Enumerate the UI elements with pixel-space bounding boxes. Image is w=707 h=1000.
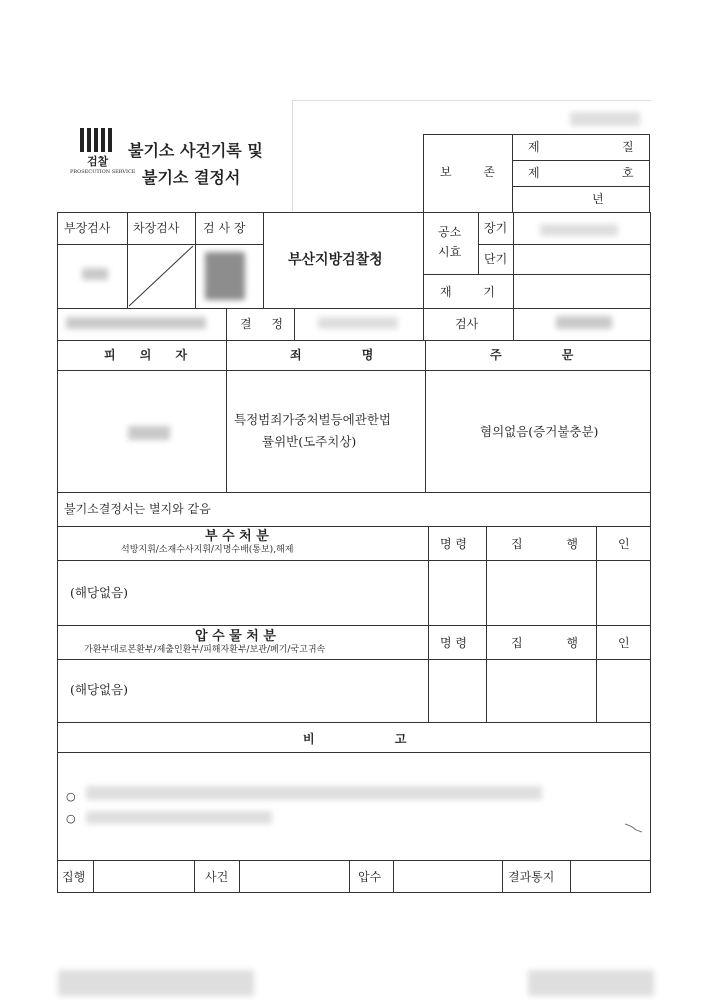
incidental-order-label: 명 령	[440, 537, 467, 551]
prosecution-logo	[70, 128, 136, 178]
footer-seizure-label: 압수	[358, 870, 382, 884]
deputy-prosecutor-label: 차장검사	[133, 221, 180, 235]
chief-head-label: 검 사 장	[203, 221, 246, 235]
logo-bars-icon	[80, 128, 112, 152]
redacted-long-date	[540, 224, 618, 236]
seized-execute-label: 집 행	[511, 636, 578, 650]
suspect-header: 피 의 자	[104, 348, 188, 362]
remarks-title: 비 고	[303, 732, 407, 746]
decision-note: 불기소결정서는 별지와 같음	[64, 502, 211, 516]
title-line2: 불기소 결정서	[142, 168, 241, 187]
seized-subtitle: 가환부대로본환부/제출인환부/피해자환부/보관/폐기/국고귀속	[84, 645, 326, 655]
logo-subtext: PROSECUTION SERVICE	[70, 169, 136, 175]
preservation-vol-prefix: 제	[528, 140, 540, 154]
prosecutor-label: 검사	[455, 317, 479, 331]
statute-label-1: 공소	[438, 225, 462, 239]
decision-label: 결 정	[240, 317, 283, 331]
seized-person-label: 인	[618, 636, 630, 650]
preservation-no-prefix: 제	[528, 166, 540, 180]
incidental-value: (해당없음)	[70, 585, 129, 600]
redacted-bottom-left	[58, 970, 254, 996]
statute-label-2: 시효	[438, 245, 462, 259]
pen-mark	[624, 822, 644, 834]
incidental-subtitle: 석방지휘/소재수사지휘/지명수배(통보),해제	[121, 545, 294, 555]
restart-label: 재 기	[440, 285, 495, 299]
disposition-value: 혐의없음(증거불충분)	[480, 424, 599, 439]
preservation-label: 보 존	[440, 165, 495, 179]
redacted-bottom-right	[528, 970, 654, 996]
seized-value: (해당없음)	[70, 682, 129, 697]
office-name: 부산지방검찰청	[288, 252, 383, 268]
statute-long-label: 장기	[484, 221, 508, 235]
footer-exec-label: 집행	[62, 870, 86, 884]
redacted-suspect-name	[128, 426, 170, 440]
preservation-vol-suffix: 질	[622, 140, 634, 154]
redacted-prosecutor-name	[556, 316, 612, 329]
charge-value-line1: 특정범죄가중처벌등에관한법	[234, 412, 391, 427]
incidental-execute-label: 집 행	[511, 537, 578, 551]
redacted-decision-date	[318, 317, 398, 329]
preservation-year: 년	[592, 192, 604, 206]
disposition-header: 주 문	[490, 348, 574, 362]
charge-header: 죄 명	[290, 348, 374, 362]
preservation-no-suffix: 호	[622, 166, 634, 180]
redacted-head-stamp	[205, 252, 245, 300]
deputy-slash	[127, 244, 195, 308]
logo-text: 검찰	[87, 155, 109, 168]
chief-prosecutor-label: 부장검사	[64, 221, 111, 235]
remarks-bullet-1: ○	[66, 790, 76, 803]
redacted-top-right	[570, 112, 640, 126]
redacted-case-number	[66, 317, 206, 329]
footer-notice-label: 결과통지	[508, 870, 555, 884]
footer-case-label: 사건	[205, 870, 229, 884]
remarks-bullet-2: ○	[66, 812, 76, 825]
statute-short-label: 단기	[484, 252, 508, 266]
incidental-person-label: 인	[618, 537, 630, 551]
seized-title: 압 수 물 처 분	[195, 629, 276, 644]
seized-order-label: 명 령	[440, 636, 467, 650]
redacted-remark-2	[86, 811, 272, 824]
title-line1: 불기소 사건기록 및	[128, 141, 263, 160]
charge-value-line2: 률위반(도주치상)	[262, 434, 357, 449]
incidental-title: 부 수 처 분	[205, 529, 269, 544]
redacted-chief-sign	[82, 268, 108, 280]
redacted-remark-1	[86, 786, 542, 800]
